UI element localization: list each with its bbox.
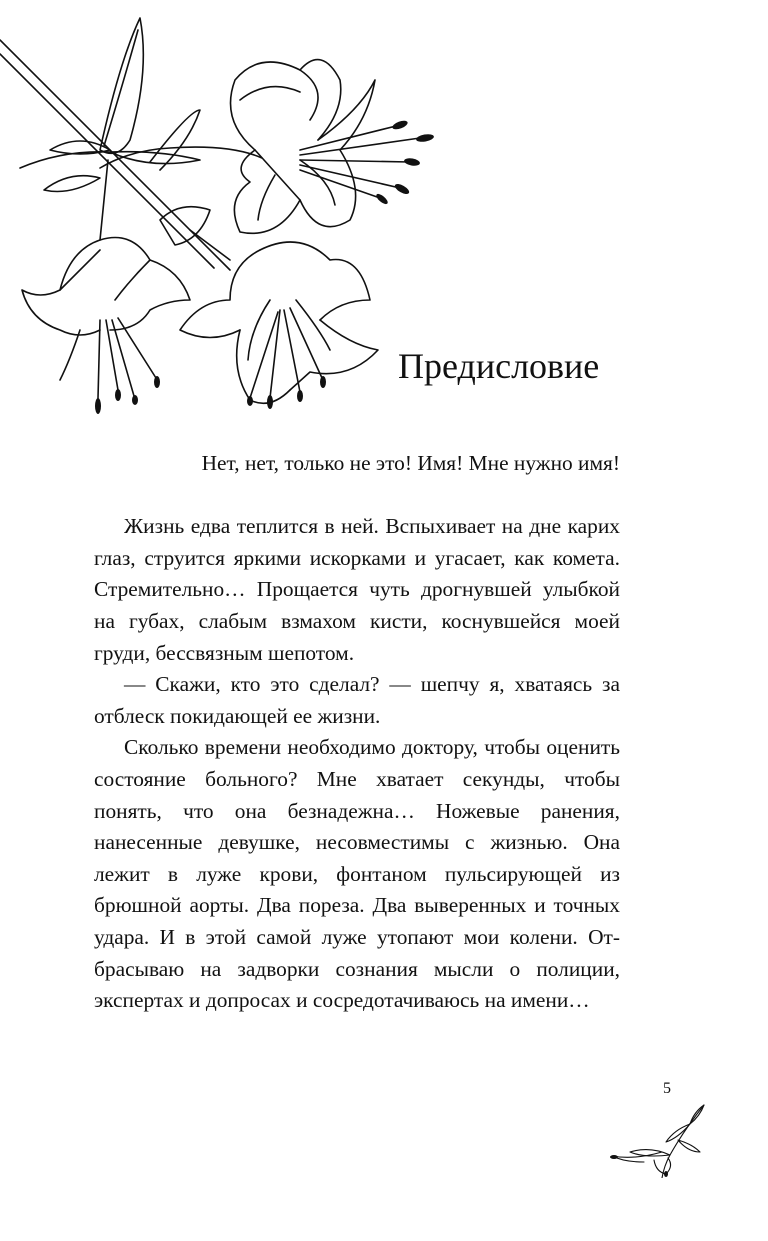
lily-sprig-icon — [604, 1100, 714, 1178]
body-text — [94, 448, 620, 1017]
page-number: 5 — [663, 1080, 671, 1097]
epigraph-line: Нет, нет, только не это! Имя! Мне нужно имя! — [201, 451, 620, 475]
chapter-title: Предисловие — [398, 346, 600, 386]
paragraph-gap — [94, 480, 620, 512]
dialogue-paragraph: — Скажи, кто это сделал? — шепчу я, хватаясь за отблеск покидающей ее жизни. — [94, 672, 620, 728]
lily-illustration-icon — [0, 0, 460, 430]
paragraph: Сколько времени необходимо доктору, чтобы оценить состояние больного? Мне хватает секунды, чтобы понять, что она безнадежна… Ножевые ранения, нанесенные девушке, несовместимы с жизнью. Она лежит в луже крови, фонтаном пульсирующей из брюшной аорты. Два пореза. Два выверенных и точных удара. И в этой самой луже утопают мои колени. Отбрасываю на задворки сознания мысли о полиции, экспертах и допросах и сосредотачиваюсь на имени… — [94, 735, 620, 1013]
paragraph: Жизнь едва теплится в ней. Вспыхивает на дне карих глаз, струится яркими искорками и угасает, как комета. Стремительно… Прощается чуть дрогнувшей улыбкой на губах, слабым взмахом кисти, коснувшейся моей груди, бессвязным шепотом. — [94, 514, 620, 665]
